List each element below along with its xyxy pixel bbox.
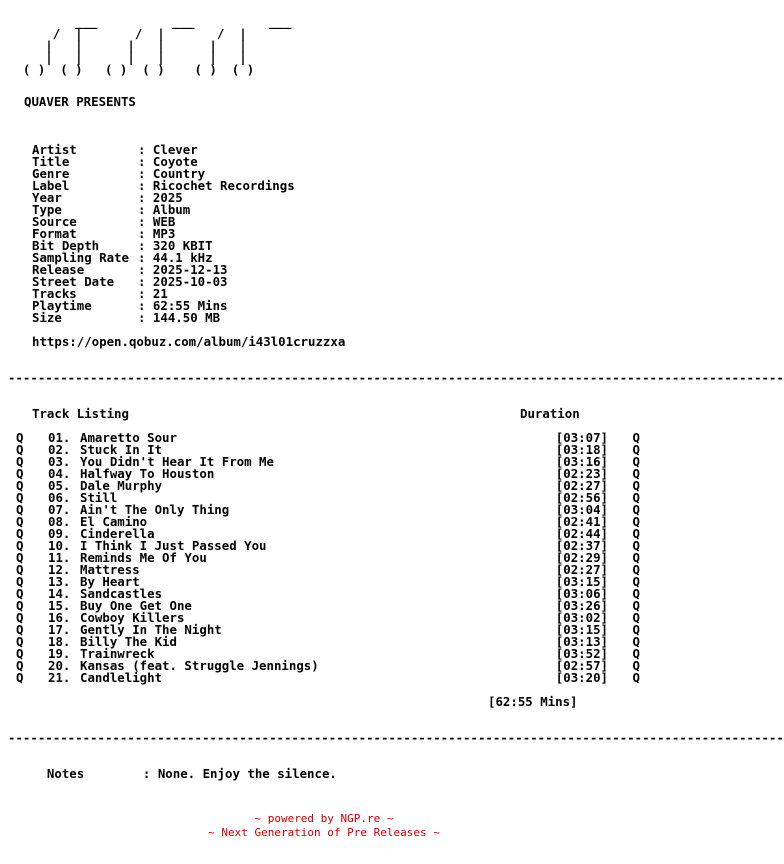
track-duration: [02:27]	[555, 562, 608, 577]
track-duration: [03:18]	[555, 442, 608, 457]
track-duration: [03:15]	[555, 622, 608, 637]
track-q-left: Q	[16, 538, 24, 553]
track-listing-header: Track Listing	[32, 406, 129, 421]
track-q-left: Q	[16, 526, 24, 541]
info-key: Source	[32, 214, 77, 229]
track-duration: [03:16]	[555, 454, 608, 469]
info-value: 2025-10-03	[152, 274, 228, 289]
track-q-left: Q	[16, 586, 24, 601]
info-value: WEB	[152, 214, 176, 229]
track-q-right: Q	[632, 478, 640, 493]
info-colon: :	[138, 142, 153, 157]
info-colon: :	[138, 226, 153, 241]
info-value: Country	[152, 166, 206, 181]
track-title: By Heart	[80, 574, 140, 589]
info-key: Tracks	[32, 286, 77, 301]
info-row	[32, 312, 220, 324]
track-q-left: Q	[16, 622, 24, 637]
track-duration: [03:13]	[555, 634, 608, 649]
track-number: 21.	[48, 670, 71, 685]
track-title: Amaretto Sour	[80, 430, 177, 445]
track-number: 04.	[48, 466, 71, 481]
track-duration: [02:29]	[555, 550, 608, 565]
track-q-left: Q	[16, 466, 24, 481]
track-q-right: Q	[632, 442, 640, 457]
track-title: El Camino	[80, 514, 148, 529]
info-colon: :	[138, 274, 153, 289]
track-q-right: Q	[632, 430, 640, 445]
track-q-left: Q	[16, 442, 24, 457]
track-q-left: Q	[16, 490, 24, 505]
track-number: 13.	[48, 574, 71, 589]
info-colon: :	[138, 202, 153, 217]
info-key: Label	[32, 178, 70, 193]
info-value: 62:55 Mins	[152, 298, 228, 313]
album-url[interactable]: https://open.qobuz.com/album/i43l01cruzzxa	[32, 334, 346, 349]
track-q-right: Q	[632, 586, 640, 601]
track-duration: [03:52]	[555, 646, 608, 661]
info-value: 144.50 MB	[152, 310, 221, 325]
track-number: 06.	[48, 490, 71, 505]
track-q-right: Q	[632, 622, 640, 637]
info-key: Artist	[32, 142, 77, 157]
info-key: Sampling Rate	[32, 250, 129, 265]
track-title: Halfway To Houston	[80, 466, 215, 481]
track-number: 09.	[48, 526, 71, 541]
footer-powered-by: ~ powered by NGP.re ~	[254, 812, 394, 825]
info-colon: :	[138, 310, 153, 325]
track-title: I Think I Just Passed You	[80, 538, 267, 553]
track-q-left: Q	[16, 598, 24, 613]
info-colon: :	[138, 238, 153, 253]
info-value: Coyote	[152, 154, 198, 169]
track-q-right: Q	[632, 658, 640, 673]
track-number: 17.	[48, 622, 71, 637]
track-q-right: Q	[632, 562, 640, 577]
info-colon: :	[138, 286, 153, 301]
info-colon: :	[138, 214, 153, 229]
info-colon: :	[138, 166, 153, 181]
track-q-left: Q	[16, 478, 24, 493]
separator-top: --------------------------------------------------------------------------------------------------------	[8, 370, 784, 385]
info-colon: :	[138, 190, 153, 205]
track-duration: [03:20]	[555, 670, 608, 685]
track-number: 03.	[48, 454, 71, 469]
track-duration: [03:07]	[555, 430, 608, 445]
track-q-right: Q	[632, 634, 640, 649]
ascii-logo: ___ ___ ___ / | / | / | | | | | | | | | | | | | ( ) ( ) ( ) ( ) ( ) ( )	[22, 14, 292, 77]
info-key: Bit Depth	[32, 238, 100, 253]
track-q-left: Q	[16, 562, 24, 577]
info-value: 2025	[152, 190, 183, 205]
notes-value: : None. Enjoy the silence.	[142, 766, 337, 781]
info-value: Album	[152, 202, 191, 217]
notes-row	[32, 756, 337, 781]
info-colon: :	[138, 154, 153, 169]
info-value: Clever	[152, 142, 198, 157]
track-title: Buy One Get One	[80, 598, 192, 613]
track-duration: [03:15]	[555, 574, 608, 589]
track-title: Reminds Me Of You	[80, 550, 207, 565]
track-title: Sandcastles	[80, 586, 163, 601]
track-number: 12.	[48, 562, 71, 577]
track-number: 14.	[48, 586, 71, 601]
track-q-right: Q	[632, 526, 640, 541]
track-number: 18.	[48, 634, 71, 649]
track-q-left: Q	[16, 502, 24, 517]
track-q-left: Q	[16, 574, 24, 589]
track-number: 19.	[48, 646, 71, 661]
track-duration: [02:23]	[555, 466, 608, 481]
track-duration: [03:04]	[555, 502, 608, 517]
presents-heading: QUAVER PRESENTS	[24, 94, 136, 109]
track-number: 16.	[48, 610, 71, 625]
track-q-right: Q	[632, 610, 640, 625]
info-key: Genre	[32, 166, 70, 181]
info-colon: :	[138, 250, 153, 265]
info-key: Size	[32, 310, 62, 325]
track-title: Kansas (feat. Struggle Jennings)	[80, 658, 319, 673]
track-title: Gently In The Night	[80, 622, 222, 637]
track-title: Cowboy Killers	[80, 610, 185, 625]
info-key: Release	[32, 262, 85, 277]
track-q-left: Q	[16, 634, 24, 649]
info-colon: :	[138, 178, 153, 193]
info-colon: :	[138, 298, 153, 313]
track-number: 11.	[48, 550, 71, 565]
track-number: 20.	[48, 658, 71, 673]
info-value: 44.1 kHz	[152, 250, 213, 265]
info-key: Street Date	[32, 274, 115, 289]
info-key: Title	[32, 154, 70, 169]
track-row	[16, 672, 640, 684]
track-duration: [03:06]	[555, 586, 608, 601]
track-duration: [03:02]	[555, 610, 608, 625]
track-q-left: Q	[16, 610, 24, 625]
track-q-right: Q	[632, 466, 640, 481]
track-title: Still	[80, 490, 118, 505]
info-value: Ricochet Recordings	[152, 178, 295, 193]
track-q-left: Q	[16, 658, 24, 673]
track-q-right: Q	[632, 502, 640, 517]
track-q-right: Q	[632, 550, 640, 565]
track-q-left: Q	[16, 670, 24, 685]
track-duration: [02:56]	[555, 490, 608, 505]
info-value: 2025-12-13	[152, 262, 228, 277]
track-q-left: Q	[16, 454, 24, 469]
track-title: Stuck In It	[80, 442, 163, 457]
track-duration: [02:57]	[555, 658, 608, 673]
track-title: Dale Murphy	[80, 478, 163, 493]
track-title: You Didn't Hear It From Me	[80, 454, 274, 469]
track-title: Candlelight	[80, 670, 163, 685]
track-duration: [03:26]	[555, 598, 608, 613]
track-title: Mattress	[80, 562, 140, 577]
track-number: 10.	[48, 538, 71, 553]
track-number: 07.	[48, 502, 71, 517]
track-number: 15.	[48, 598, 71, 613]
track-number: 08.	[48, 514, 71, 529]
track-number: 02.	[48, 442, 71, 457]
separator-bottom: --------------------------------------------------------------------------------------------------------	[8, 730, 784, 745]
track-title: Cinderella	[80, 526, 155, 541]
track-q-right: Q	[632, 598, 640, 613]
track-q-right: Q	[632, 538, 640, 553]
track-q-right: Q	[632, 490, 640, 505]
track-q-left: Q	[16, 430, 24, 445]
track-number: 05.	[48, 478, 71, 493]
track-q-right: Q	[632, 454, 640, 469]
track-q-right: Q	[632, 514, 640, 529]
notes-label: Notes	[46, 766, 85, 781]
footer-tagline: ~ Next Generation of Pre Releases ~	[208, 826, 440, 839]
track-title: Ain't The Only Thing	[80, 502, 230, 517]
track-q-left: Q	[16, 514, 24, 529]
info-key: Year	[32, 190, 62, 205]
total-playtime: [62:55 Mins]	[488, 694, 578, 709]
info-key: Type	[32, 202, 62, 217]
track-duration: [02:41]	[555, 514, 608, 529]
track-duration: [02:44]	[555, 526, 608, 541]
info-colon: :	[138, 262, 153, 277]
track-duration: [02:37]	[555, 538, 608, 553]
track-title: Billy The Kid	[80, 634, 177, 649]
info-value: 21	[152, 286, 168, 301]
track-title: Trainwreck	[80, 646, 155, 661]
track-q-right: Q	[632, 646, 640, 661]
duration-header: Duration	[520, 406, 580, 421]
info-value: MP3	[152, 226, 176, 241]
info-key: Playtime	[32, 298, 92, 313]
track-number: 01.	[48, 430, 71, 445]
info-value: 320 KBIT	[152, 238, 213, 253]
track-q-right: Q	[632, 670, 640, 685]
track-q-left: Q	[16, 550, 24, 565]
info-key: Format	[32, 226, 77, 241]
track-duration: [02:27]	[555, 478, 608, 493]
track-q-left: Q	[16, 646, 24, 661]
track-q-right: Q	[632, 574, 640, 589]
